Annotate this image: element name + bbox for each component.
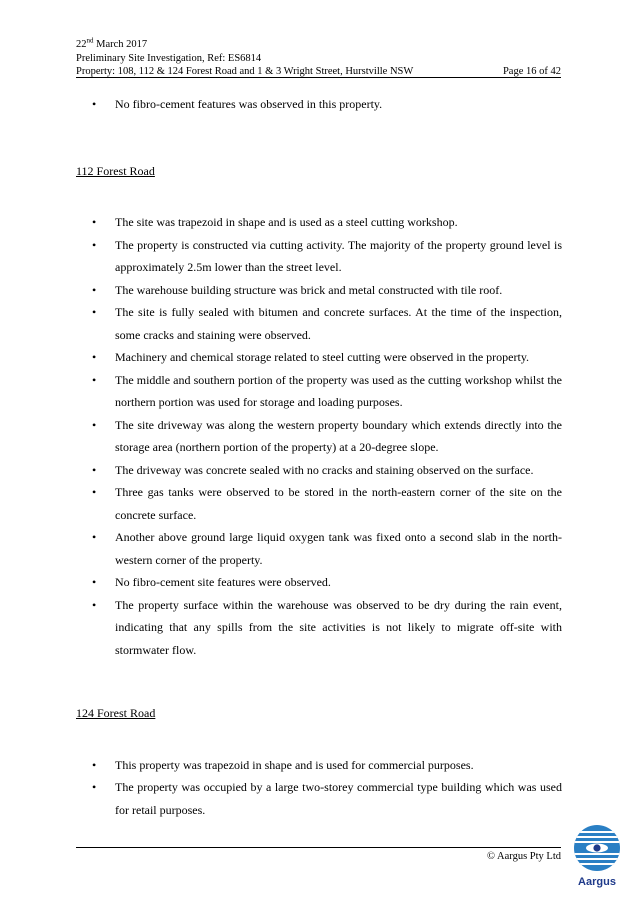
list-item: • The site was trapezoid in shape and is used as a steel cutting workshop. — [76, 211, 562, 234]
header-reference: Preliminary Site Investigation, Ref: ES6814 — [76, 52, 262, 64]
list-item: • No fibro-cement features was observed in this property. — [76, 93, 562, 116]
list-item: • The site is fully sealed with bitumen and concrete surfaces. At the time of the inspection, some cracks and staining were observed. — [76, 301, 562, 346]
header-property: Property: 108, 112 & 124 Forest Road and 1 & 3 Wright Street, Hurstville NSW — [76, 66, 414, 77]
footer-copyright: © Aargus Pty Ltd — [487, 851, 561, 862]
list-item: • Machinery and chemical storage related to steel cutting were observed in the property. — [76, 346, 562, 369]
section-heading-112: 112 Forest Road — [76, 163, 155, 178]
list-item: • No fibro-cement site features were observed. — [76, 571, 562, 594]
footer-divider — [76, 847, 561, 848]
list-item: • This property was trapezoid in shape and is used for commercial purposes. — [76, 754, 562, 777]
intro-bullet-list — [76, 93, 562, 116]
bullet-list-124 — [76, 754, 562, 822]
list-item: • The property surface within the warehouse was observed to be dry during the rain event, indicating that any spills from the site activities is not likely to migrate off-site with stormwater flow. — [76, 594, 562, 662]
list-item: • The middle and southern portion of the property was used as the cutting workshop whilst the northern portion was used for storage and loading purposes. — [76, 369, 562, 414]
list-item: • The property was occupied by a large two-storey commercial type building which was used for retail purposes. — [76, 776, 562, 821]
list-item: • The property is constructed via cutting activity. The majority of the property ground level is approximately 2.5m lower than the street level. — [76, 234, 562, 279]
document-body — [76, 93, 562, 821]
bullet-list-112 — [76, 211, 562, 661]
page-header — [76, 38, 561, 79]
list-item: • Three gas tanks were observed to be stored in the north-eastern corner of the site on the concrete surface. — [76, 481, 562, 526]
header-date: 22nd March 2017 — [76, 36, 148, 50]
page-number: Page 16 of 42 — [502, 66, 561, 77]
list-item: • The site driveway was along the western property boundary which extends directly into the storage area (northern portion of the property) at a 20-degree slope. — [76, 414, 562, 459]
list-item: • The warehouse building structure was brick and metal constructed with tile roof. — [76, 279, 562, 302]
list-item: • Another above ground large liquid oxygen tank was fixed onto a second slab in the north-western corner of the property. — [76, 526, 562, 571]
list-item: • The driveway was concrete sealed with no cracks and staining observed on the surface. — [76, 459, 562, 482]
section-heading-124: 124 Forest Road — [76, 706, 156, 720]
logo-wordmark: Aargus — [578, 876, 616, 888]
header-divider — [76, 77, 561, 78]
